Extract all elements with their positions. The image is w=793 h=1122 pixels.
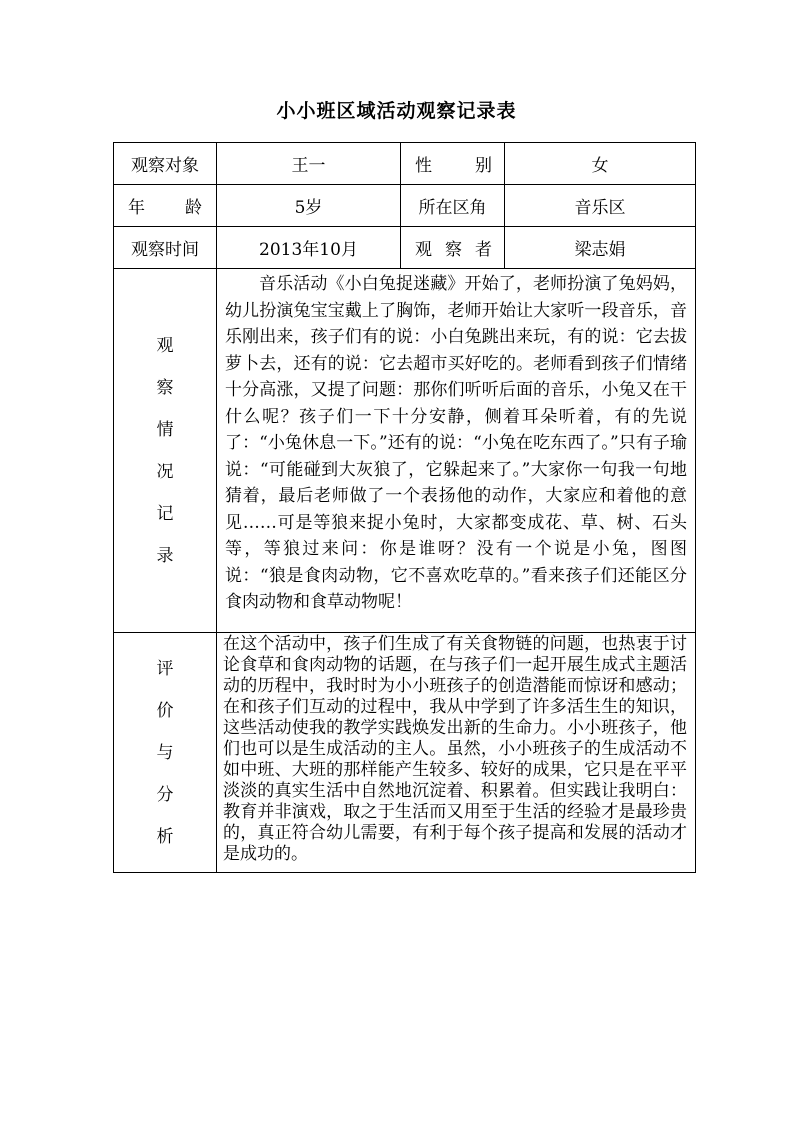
label-evaluation: 评 价 与 分 析 xyxy=(114,633,217,873)
value-age: 5岁 xyxy=(217,185,401,227)
row-subject xyxy=(114,143,696,185)
value-gender: 女 xyxy=(505,143,696,185)
observation-record-text: 音乐活动《小白兔捉迷藏》开始了，老师扮演了兔妈妈，幼儿扮演兔宝宝戴上了胸饰，老师开始让大家听一段音乐，音乐刚出来，孩子们有的说：小白兔跳出来玩，有的说：它去拔萝卜去，还有的说：它去超市买好吃的。老师看到孩子们情绪十分高涨，又提了问题：那你们听听后面的音乐，小兔又在干什么呢？孩子们一下十分安静，侧着耳朵听着，有的先说了：“小兔休息一下。”还有的说：“小兔在吃东西了。”只有子瑜说：“可能碰到大灰狼了，它躲起来了。”大家你一句我一句地猜着，最后老师做了一个表扬他的动作，大家应和着他的意见……可是等狼来捉小兔时，大家都变成花、草、树、石头等，等狼过来问：你是谁呀？没有一个说是小兔，图图说：“狼是食肉动物，它不喜欢吃草的。”看来孩子们还能区分食肉动物和食草动物呢！ xyxy=(217,269,696,633)
label-age: 年 龄 xyxy=(114,185,217,227)
label-observer: 观 察 者 xyxy=(401,227,505,269)
value-observer: 梁志娟 xyxy=(505,227,696,269)
label-time: 观察时间 xyxy=(114,227,217,269)
label-gender: 性 别 xyxy=(401,143,505,185)
row-evaluation xyxy=(114,633,696,873)
row-age xyxy=(114,185,696,227)
observation-form-table xyxy=(113,142,696,873)
label-subject: 观察对象 xyxy=(114,143,217,185)
row-observation xyxy=(114,269,696,633)
label-area: 所在区角 xyxy=(401,185,505,227)
row-time xyxy=(114,227,696,269)
label-observation: 观 察 情 况 记 录 xyxy=(114,269,217,633)
evaluation-analysis-text: 在这个活动中，孩子们生成了有关食物链的问题，也热衷于讨论食草和食肉动物的话题，在与孩子们一起开展生成式主题活动的历程中，我时时为小小班孩子的创造潜能而惊讶和感动；在和孩子们互动的过程中，我从中学到了许多活生生的知识，这些活动使我的教学实践焕发出新的生命力。小小班孩子，他们也可以是生成活动的主人。虽然，小小班孩子的生成活动不如中班、大班的那样能产生较多、较好的成果，它只是在平平淡淡的真实生活中自然地沉淀着、积累着。但实践让我明白：教育并非演戏，取之于生活而又用至于生活的经验才是最珍贵的，真正符合幼儿需要，有利于每个孩子提高和发展的活动才是成功的。 xyxy=(217,633,696,873)
value-area: 音乐区 xyxy=(505,185,696,227)
value-time: 2013年10月 xyxy=(217,227,401,269)
page-title: 小小班区域活动观察记录表 xyxy=(276,100,517,122)
value-subject: 王一 xyxy=(217,143,401,185)
